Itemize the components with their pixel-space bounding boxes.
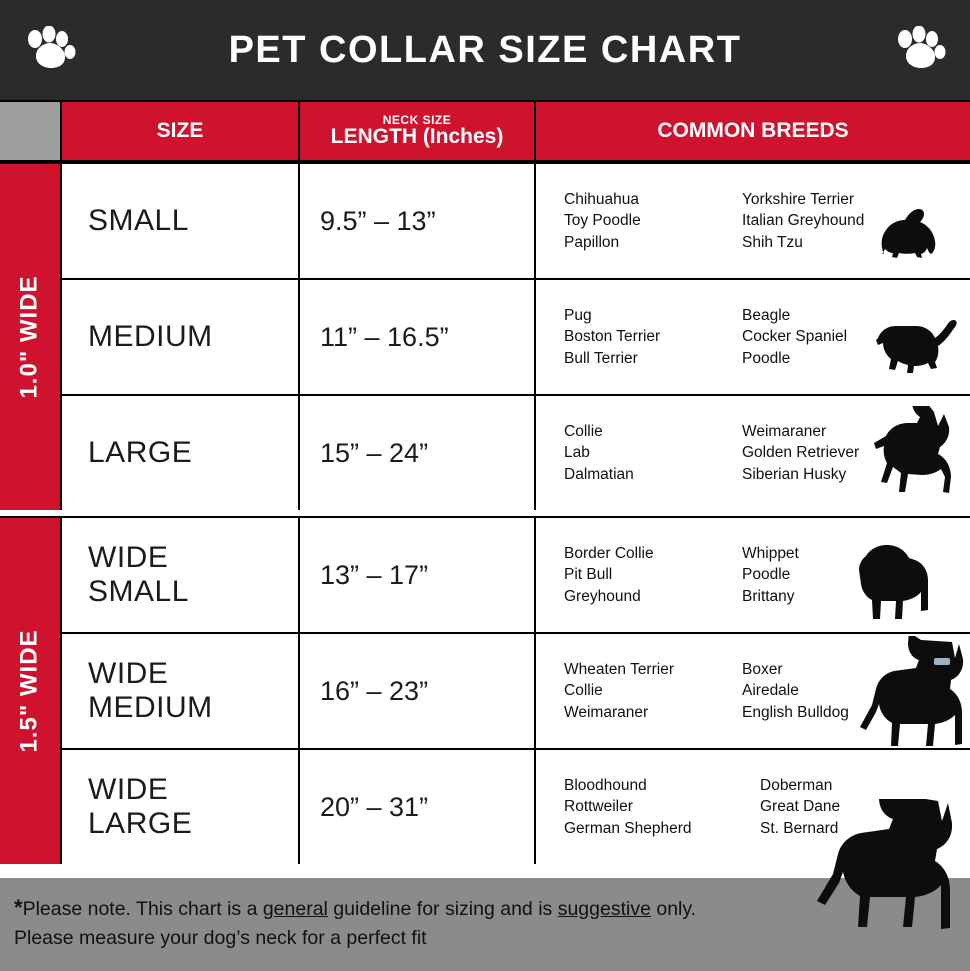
boxer-silhouette-icon (856, 636, 966, 748)
cell-length: 11” – 16.5” (300, 280, 536, 394)
cell-length: 20” – 31” (300, 750, 536, 864)
breed-item: Weimaraner (742, 422, 827, 440)
pomeranian-silhouette-icon (872, 200, 952, 266)
beagle-silhouette-icon (860, 316, 964, 378)
breed-item: Beagle (742, 306, 791, 324)
breed-item: Bloodhound (564, 776, 647, 794)
table-row (62, 162, 970, 278)
breed-item: Cocker Spaniel (742, 328, 848, 346)
cell-length: 9.5” – 13” (300, 164, 536, 278)
table-row (62, 516, 970, 632)
breed-item: Yorkshire Terrier (742, 190, 854, 208)
footer-line-2: Please measure your dog’s neck for a perfect fit (14, 926, 427, 949)
breed-item: Airedale (742, 682, 799, 700)
page-title: PET COLLAR SIZE CHART (228, 28, 742, 71)
footer-underline-suggestive: suggestive (557, 898, 651, 920)
breed-item: Whippet (742, 544, 799, 562)
group-label-1-5-wide: 1.5" WIDE (0, 518, 62, 864)
cell-size-line2: MEDIUM (88, 691, 213, 724)
breed-item: Great Dane (760, 798, 841, 816)
column-header-breeds: COMMON BREEDS (536, 102, 970, 160)
breed-item: Boston Terrier (564, 328, 661, 346)
cell-length: 15” – 24” (300, 396, 536, 510)
cell-length: 16” – 23” (300, 634, 536, 748)
corner-cell (0, 102, 62, 160)
cell-breeds (536, 634, 970, 748)
table-row (62, 278, 970, 394)
breed-item: Italian Greyhound (742, 212, 865, 230)
cell-size: MEDIUM (62, 280, 300, 394)
cell-size: LARGE (62, 396, 300, 510)
paw-print-icon (892, 26, 948, 76)
group-label-1-0-wide: 1.0" WIDE (0, 164, 62, 510)
asterisk-marker: * (14, 895, 23, 920)
footer-text-c: only. (650, 898, 697, 920)
breed-item: St. Bernard (760, 819, 839, 837)
breed-item: Poodle (742, 349, 791, 367)
paw-print-icon (22, 26, 78, 76)
breed-item: Boxer (742, 660, 783, 678)
breed-list-left (564, 659, 714, 723)
cell-breeds (536, 518, 970, 632)
breed-item: Rottweiler (564, 798, 633, 816)
breed-item: Dalmatian (564, 465, 634, 483)
size-table (0, 100, 970, 864)
column-header-length-main: LENGTH (Inches) (330, 125, 504, 149)
breed-item: Pit Bull (564, 566, 613, 584)
bulldog-silhouette-icon (850, 540, 946, 626)
breed-list-left (564, 775, 732, 839)
breed-item: Golden Retriever (742, 444, 860, 462)
cell-size-line1: WIDE (88, 541, 169, 575)
breed-item: Chihuahua (564, 190, 639, 208)
breed-item: Weimaraner (564, 703, 649, 721)
cell-size (62, 750, 300, 864)
cell-size-line1: WIDE (88, 657, 169, 691)
breed-item: Papillon (564, 233, 620, 251)
cell-size (62, 634, 300, 748)
breed-item: Border Collie (564, 544, 654, 562)
table-row (62, 632, 970, 748)
cell-size-line1: WIDE (88, 773, 169, 807)
cell-size-line2: LARGE (88, 807, 193, 840)
breed-list-left (564, 305, 714, 369)
column-header-neck-size: NECK SIZE (382, 112, 452, 127)
footer-text-b: guideline for sizing and is (327, 898, 558, 920)
cell-breeds (536, 280, 970, 394)
breed-item: Greyhound (564, 587, 641, 605)
breed-item: Brittany (742, 587, 795, 605)
cell-size: SMALL (62, 164, 300, 278)
column-header-length (300, 102, 536, 160)
chart-header (0, 0, 970, 100)
breed-list-left (564, 189, 714, 253)
breed-item: Siberian Husky (742, 465, 847, 483)
cell-length: 13” – 17” (300, 518, 536, 632)
column-header-size: SIZE (62, 102, 300, 160)
breed-item: Collie (564, 682, 603, 700)
breed-item: English Bulldog (742, 703, 849, 721)
size-group-1-0-wide (0, 162, 970, 510)
footer-underline-general: general (262, 898, 328, 920)
breed-item: Bull Terrier (564, 349, 638, 367)
breed-item: Poodle (742, 566, 791, 584)
cell-breeds (536, 396, 970, 510)
breed-item: Wheaten Terrier (564, 660, 674, 678)
table-row (62, 394, 970, 510)
breed-item: German Shepherd (564, 819, 692, 837)
footer-text-a: Please note. This chart is a (22, 898, 263, 920)
cell-size (62, 518, 300, 632)
table-header-row (0, 100, 970, 162)
breed-item: Collie (564, 422, 603, 440)
breed-list-right (742, 189, 892, 253)
breed-item: Lab (564, 444, 590, 462)
breed-item: Toy Poodle (564, 212, 641, 230)
breed-item: Pug (564, 306, 592, 324)
breed-list-left (564, 421, 714, 485)
breed-item: Doberman (760, 776, 833, 794)
breed-item: Shih Tzu (742, 233, 803, 251)
great-dane-silhouette-icon (800, 799, 952, 931)
shepherd-silhouette-icon (858, 406, 962, 502)
breed-list-left (564, 543, 714, 607)
cell-size-line2: SMALL (88, 575, 189, 608)
cell-breeds (536, 164, 970, 278)
